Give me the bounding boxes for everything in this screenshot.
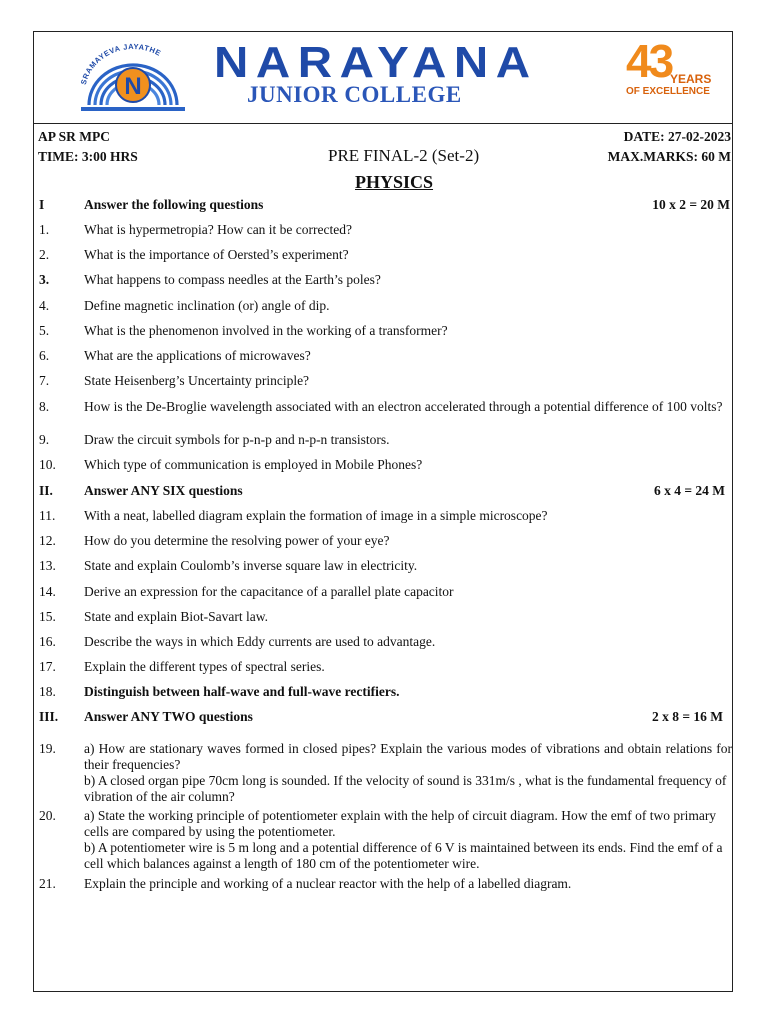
- header-divider: [34, 123, 732, 124]
- question-number: 10.: [39, 457, 56, 472]
- question-text: Define magnetic inclination (or) angle of dip.: [84, 298, 330, 313]
- question-text: What is the phenomenon involved in the working of a transformer?: [84, 323, 448, 338]
- question-item: [39, 399, 732, 431]
- question-text: Which type of communication is employed in Mobile Phones?: [84, 457, 423, 472]
- badge-number: 43: [626, 35, 672, 87]
- question-number: 13.: [39, 558, 56, 573]
- badge-years: YEARS: [670, 72, 712, 86]
- question-text: What happens to compass needles at the Earth’s poles?: [84, 272, 381, 287]
- question-number: 18.: [39, 684, 56, 699]
- question-number: 21.: [39, 876, 56, 891]
- exam-time: TIME: 3:00 HRS: [38, 149, 138, 164]
- question-number: 6.: [39, 348, 50, 363]
- question-number: 15.: [39, 609, 56, 624]
- anniversary-badge: [624, 35, 714, 118]
- question-text: State and explain Coulomb’s inverse square law in electricity.: [84, 558, 418, 573]
- section-instruction: Answer the following questions: [84, 197, 264, 212]
- section-number: III.: [39, 709, 59, 724]
- question-number: 4.: [39, 298, 50, 313]
- question-body: [84, 741, 732, 805]
- section-instruction: Answer ANY TWO questions: [84, 709, 253, 724]
- question-text: What is the importance of Oersted’s experiment?: [84, 247, 349, 262]
- question-number: 14.: [39, 584, 56, 599]
- question-part-a: a) State the working principle of potentiometer explain with the help of circuit diagram. How the emf of two primary cells are compared by using the potentiometer.: [84, 808, 717, 839]
- question-number: 8.: [39, 399, 50, 414]
- badge-excellence: OF EXCELLENCE: [626, 86, 710, 97]
- stream-label: AP SR MPC: [38, 129, 110, 144]
- question-text: State and explain Biot-Savart law.: [84, 609, 268, 624]
- question-part-b: b) A closed organ pipe 70cm long is sounded. If the velocity of sound is 331m/s , what is the fundamental frequency of vibration of the air column?: [84, 773, 727, 804]
- question-text: Distinguish between half-wave and full-wave rectifiers.: [84, 684, 400, 699]
- question-part-a: a) How are stationary waves formed in closed pipes? Explain the various modes of vibrations and obtain relations for their frequencies?: [84, 741, 732, 772]
- subject-title: PHYSICS: [355, 172, 434, 192]
- question-number: 11.: [39, 508, 56, 523]
- question-text: With a neat, labelled diagram explain the formation of image in a simple microscope?: [84, 508, 548, 523]
- question-text: What is hypermetropia? How can it be corrected?: [84, 222, 353, 237]
- question-text: What are the applications of microwaves?: [84, 348, 311, 363]
- question-body: [84, 808, 732, 872]
- svg-text:N: N: [124, 73, 142, 100]
- question-item: [39, 741, 732, 815]
- question-number: 20.: [39, 808, 56, 823]
- question-text: Explain the principle and working of a nuclear reactor with the help of a labelled diagram.: [84, 876, 572, 891]
- question-part-b: b) A potentiometer wire is 5 m long and a potential difference of 6 V is maintained between its ends. Find the emf of a cell which balances against a length of 180 cm of the potentiometer wire.: [84, 840, 723, 871]
- question-number: 17.: [39, 659, 56, 674]
- narayana-emblem-logo: [67, 41, 199, 113]
- question-number: 19.: [39, 741, 56, 756]
- max-marks: MAX.MARKS: 60 M: [607, 149, 731, 164]
- exam-date: DATE: 27-02-2023: [623, 129, 731, 144]
- question-number: 7.: [39, 373, 50, 388]
- question-number: 16.: [39, 634, 56, 649]
- question-number: 1.: [39, 222, 50, 237]
- question-item: [39, 808, 732, 878]
- question-number: 12.: [39, 533, 56, 548]
- section-number: I: [39, 197, 45, 212]
- question-number: 3.: [39, 272, 50, 287]
- section-marks: 10 x 2 = 20 M: [652, 197, 730, 212]
- exam-title: PRE FINAL-2 (Set-2): [328, 146, 480, 165]
- section-instruction: Answer ANY SIX questions: [84, 483, 243, 498]
- question-text: How is the De-Broglie wavelength associated with an electron accelerated through a potential difference of 100 volts?: [84, 399, 723, 414]
- question-text: State Heisenberg’s Uncertainty principle?: [84, 373, 310, 388]
- section-marks: 6 x 4 = 24 M: [653, 483, 725, 498]
- section-marks: 2 x 8 = 16 M: [651, 709, 723, 724]
- brand-subtitle: JUNIOR COLLEGE: [247, 82, 462, 107]
- svg-text:SRAMAYEVA JAYATHE: SRAMAYEVA JAYATHE: [78, 41, 163, 86]
- question-text: Describe the ways in which Eddy currents are used to advantage.: [84, 634, 436, 649]
- question-text: Derive an expression for the capacitance of a parallel plate capacitor: [84, 584, 454, 599]
- question-number: 9.: [39, 432, 50, 447]
- question-number: 5.: [39, 323, 50, 338]
- section-number: II.: [39, 483, 53, 498]
- question-number: 2.: [39, 247, 50, 262]
- question-text: Explain the different types of spectral series.: [84, 659, 325, 674]
- question-text: Draw the circuit symbols for p-n-p and n-p-n transistors.: [84, 432, 390, 447]
- brand-name: NARAYANA: [214, 38, 538, 87]
- question-text: How do you determine the resolving power of your eye?: [84, 533, 390, 548]
